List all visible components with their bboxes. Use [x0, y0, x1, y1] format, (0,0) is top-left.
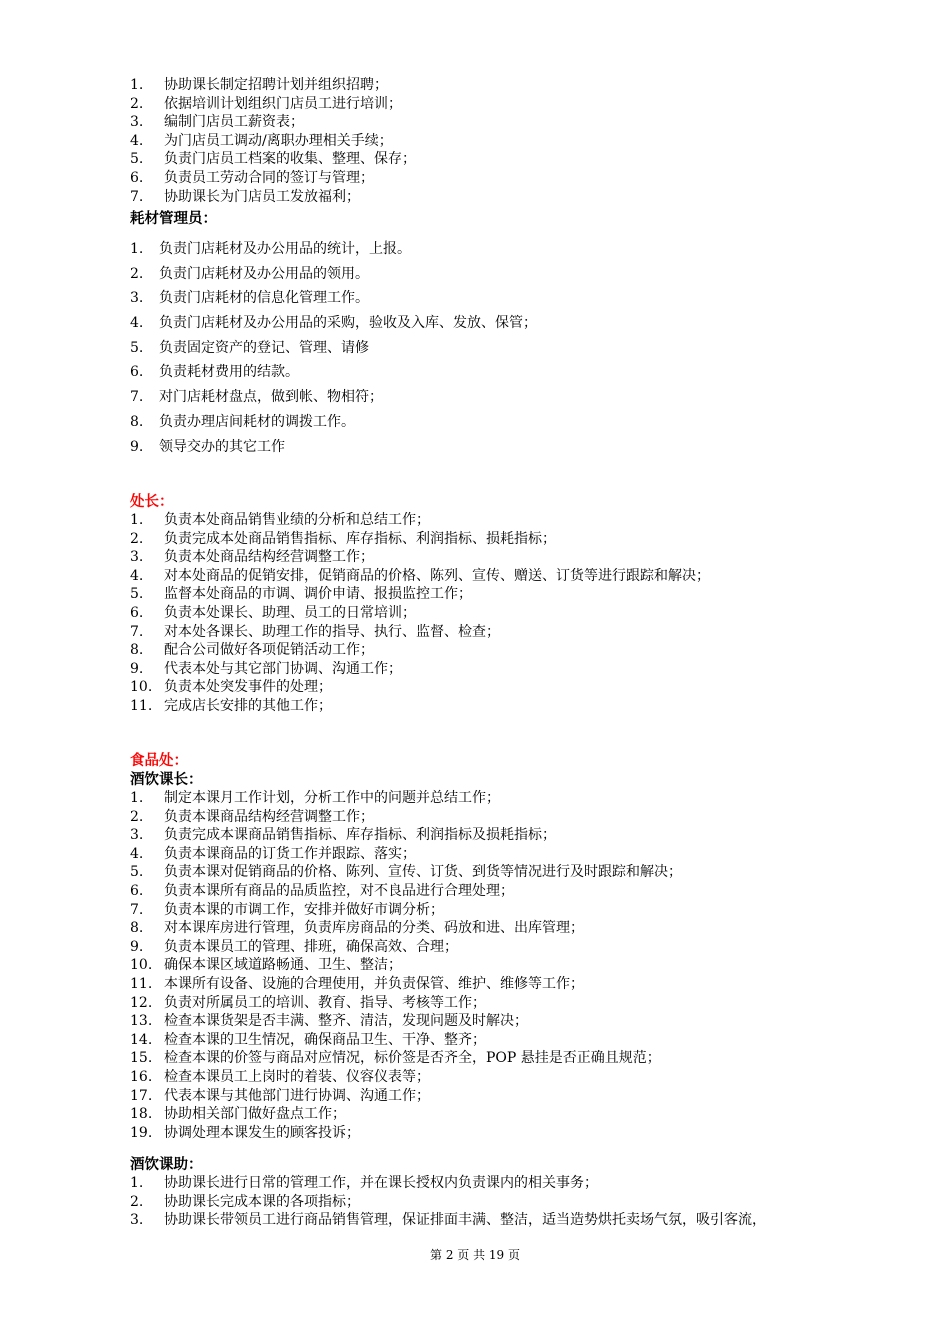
list-item [130, 1049, 830, 1068]
list-item-number: 9. [130, 938, 144, 955]
list-item-text: 协助相关部门做好盘点工作； [164, 1106, 346, 1123]
list-item [130, 1124, 830, 1143]
list-item-text: 协助课长制定招聘计划并组织招聘； [164, 77, 388, 93]
list-item [130, 1087, 830, 1106]
hr-duties-section [130, 76, 830, 206]
list-item-text: 负责门店耗材及办公用品的领用。 [159, 265, 369, 282]
list-item-text: 为门店员工调动/离职办理相关手续； [164, 132, 393, 149]
list-item [130, 863, 830, 882]
list-item-number: 12. [130, 994, 153, 1011]
list-item-number: 13. [130, 1013, 153, 1030]
list-item-number: 1. [130, 241, 144, 257]
list-item [130, 956, 830, 975]
list-item-number: 4. [130, 567, 144, 584]
list-item-number: 1. [130, 790, 144, 806]
list-item-text: 确保本课区域道路畅通、卫生、整洁； [164, 957, 402, 974]
hr-duties-list [130, 76, 830, 206]
list-item [130, 169, 830, 188]
list-item [130, 1174, 830, 1193]
list-item-number: 5. [130, 864, 144, 881]
list-item [130, 604, 830, 623]
list-item-text: 负责门店耗材及办公用品的采购，验收及入库、发放、保管； [159, 315, 537, 332]
list-item-number: 9. [130, 438, 144, 455]
list-item-text: 负责门店耗材的信息化管理工作。 [159, 290, 369, 307]
list-item [130, 660, 830, 679]
list-item-number: 18. [130, 1106, 153, 1123]
list-item-text: 协助课长完成本课的各项指标； [164, 1193, 360, 1210]
consumables-duties-list [130, 237, 830, 459]
list-item [130, 585, 830, 604]
list-item [130, 132, 830, 151]
list-item-number: 5. [130, 339, 144, 356]
list-item-number: 10. [130, 679, 153, 696]
list-item-number: 2. [130, 95, 144, 112]
list-item [130, 678, 830, 697]
list-item-text: 负责本课所有商品的品质监控，对不良品进行合理处理； [164, 882, 514, 899]
list-item-number: 7. [130, 901, 144, 918]
list-item [130, 1105, 830, 1124]
food-division-section [130, 751, 830, 1142]
list-item-number: 3. [130, 114, 144, 131]
list-item [130, 410, 830, 435]
list-item-text: 本课所有设备、设施的合理使用，并负责保管、维护、维修等工作； [164, 975, 584, 992]
division-head-duties-list [130, 511, 830, 716]
list-item-number: 2. [130, 808, 144, 825]
list-item-number: 2. [130, 265, 144, 282]
list-item-number: 8. [130, 920, 144, 937]
list-item-number: 15. [130, 1050, 153, 1067]
list-item-text: 负责本处商品结构经营调整工作； [164, 549, 374, 566]
list-item-text: 负责本处课长、助理、员工的日常培训； [164, 604, 416, 621]
list-item-text: 负责本处商品销售业绩的分析和总结工作； [164, 512, 430, 528]
list-item-text: 协助课长带领员工进行商品销售管理，保证排面丰满、整洁，适当造势烘托卖场气氛，吸引客流， [164, 1212, 766, 1229]
list-item [130, 286, 830, 311]
list-item-text: 编制门店员工薪资表； [164, 114, 304, 131]
list-item-text: 依据培训计划组织门店员工进行培训； [164, 95, 402, 112]
list-item-number: 7. [130, 389, 144, 406]
list-item-number: 14. [130, 1031, 153, 1048]
list-item [130, 975, 830, 994]
page-footer: 第 2 页 共 19 页 [430, 1248, 520, 1262]
list-item-number: 3. [130, 549, 144, 566]
list-item [130, 336, 830, 361]
list-item [130, 150, 830, 169]
beverage-manager-heading: 酒饮课长： [130, 771, 203, 788]
list-item-number: 5. [130, 151, 144, 168]
list-item-text: 代表本处与其它部门协调、沟通工作； [164, 660, 402, 677]
consumables-section [130, 209, 830, 459]
list-item-text: 负责本课的市调工作，安排并做好市调分析； [164, 901, 444, 918]
list-item-text: 检查本课员工上岗时的着装、仪容仪表等； [164, 1068, 430, 1085]
list-item [130, 938, 830, 957]
list-item [130, 789, 830, 808]
list-item-text: 制定本课月工作计划，分析工作中的问题并总结工作； [164, 790, 500, 806]
beverage-assistant-duties-list [130, 1174, 830, 1230]
list-item-number: 6. [130, 364, 144, 381]
list-item-text: 对本处各课长、助理工作的指导、执行、监督、检查； [164, 623, 500, 640]
list-item-text: 协助课长为门店员工发放福利； [164, 188, 360, 205]
list-item [130, 530, 830, 549]
list-item-number: 9. [130, 660, 144, 677]
list-item-text: 对门店耗材盘点，做到帐、物相符； [159, 389, 383, 406]
list-item [130, 697, 830, 716]
list-item-text: 负责耗材费用的结款。 [159, 364, 299, 381]
list-item [130, 845, 830, 864]
list-item-text: 协助课长进行日常的管理工作，并在课长授权内负责课内的相关事务； [164, 1175, 598, 1191]
list-item [130, 360, 830, 385]
list-item [130, 435, 830, 460]
list-item-text: 负责门店员工档案的收集、整理、保存； [164, 151, 416, 168]
list-item [130, 641, 830, 660]
list-item [130, 262, 830, 287]
list-item-number: 4. [130, 845, 144, 862]
list-item [130, 1193, 830, 1212]
list-item-text: 协调处理本课发生的顾客投诉； [164, 1124, 360, 1141]
list-item-number: 7. [130, 623, 144, 640]
list-item [130, 548, 830, 567]
list-item [130, 567, 830, 586]
list-item [130, 1211, 830, 1230]
list-item-text: 代表本课与其他部门进行协调、沟通工作； [164, 1087, 430, 1104]
list-item-text: 配合公司做好各项促销活动工作； [164, 642, 374, 659]
list-item-text: 负责本课商品的订货工作并跟踪、落实； [164, 845, 416, 862]
list-item [130, 826, 830, 845]
list-item-text: 检查本课货架是否丰满、整齐、清洁，发现问题及时解决； [164, 1013, 528, 1030]
list-item-number: 1. [130, 77, 144, 93]
list-item-text: 负责员工劳动合同的签订与管理； [164, 169, 374, 186]
list-item-text: 负责本处突发事件的处理； [164, 679, 332, 696]
list-item-number: 7. [130, 188, 144, 205]
list-item-text: 负责完成本处商品销售指标、库存指标、利润指标、损耗指标； [164, 530, 556, 547]
list-item-number: 1. [130, 1175, 144, 1191]
food-division-heading: 食品处： [130, 752, 188, 769]
list-item [130, 808, 830, 827]
list-item-text: 检查本课的卫生情况，确保商品卫生、干净、整齐； [164, 1031, 486, 1048]
list-item-text: 负责办理店间耗材的调拨工作。 [159, 413, 355, 430]
list-item-number: 6. [130, 882, 144, 899]
division-head-heading: 处长： [130, 493, 174, 510]
list-item-number: 6. [130, 169, 144, 186]
list-item [130, 1068, 830, 1087]
list-item-text: 负责固定资产的登记、管理、请修 [159, 339, 369, 356]
list-item-number: 16. [130, 1068, 153, 1085]
list-item-text: 负责门店耗材及办公用品的统计，上报。 [159, 241, 411, 257]
list-item-number: 19. [130, 1124, 153, 1141]
division-head-section [130, 492, 830, 716]
list-item [130, 1031, 830, 1050]
list-item-number: 5. [130, 586, 144, 603]
list-item-text: 负责完成本课商品销售指标、库存指标、利润指标及损耗指标； [164, 827, 556, 844]
list-item-text: 领导交办的其它工作 [159, 438, 285, 455]
list-item-number: 4. [130, 315, 144, 332]
list-item [130, 623, 830, 642]
list-item [130, 1012, 830, 1031]
list-item [130, 188, 830, 207]
list-item-text: 负责本课商品结构经营调整工作； [164, 808, 374, 825]
list-item [130, 237, 830, 262]
list-item-text: 监督本处商品的市调、调价申请、报损监控工作； [164, 586, 472, 603]
list-item-text: 检查本课的价签与商品对应情况，标价签是否齐全，POP 悬挂是否正确且规范； [164, 1050, 661, 1067]
list-item [130, 311, 830, 336]
list-item-number: 8. [130, 642, 144, 659]
list-item-number: 8. [130, 413, 144, 430]
list-item-number: 4. [130, 132, 144, 149]
list-item [130, 95, 830, 114]
list-item-number: 3. [130, 827, 144, 844]
list-item [130, 385, 830, 410]
list-item-text: 负责本课对促销商品的价格、陈列、宣传、订货、到货等情况进行及时跟踪和解决； [164, 864, 682, 881]
list-item-number: 3. [130, 1212, 144, 1229]
list-item [130, 994, 830, 1013]
list-item [130, 113, 830, 132]
list-item-text: 负责本课员工的管理、排班，确保高效、合理； [164, 938, 458, 955]
list-item-number: 17. [130, 1087, 153, 1104]
list-item-text: 完成店长安排的其他工作； [164, 697, 332, 714]
consumables-heading: 耗材管理员： [130, 210, 217, 227]
list-item-text: 负责对所属员工的培训、教育、指导、考核等工作； [164, 994, 486, 1011]
list-item-number: 11. [130, 975, 153, 992]
beverage-assistant-heading: 酒饮课助： [130, 1156, 203, 1173]
list-item-text: 对本课库房进行管理，负责库房商品的分类、码放和进、出库管理； [164, 920, 584, 937]
list-item-number: 6. [130, 604, 144, 621]
beverage-assistant-section [130, 1155, 830, 1230]
list-item [130, 901, 830, 920]
beverage-manager-duties-list [130, 789, 830, 1142]
list-item-number: 11. [130, 697, 153, 714]
list-item [130, 882, 830, 901]
list-item [130, 511, 830, 530]
list-item [130, 919, 830, 938]
list-item-number: 3. [130, 290, 144, 307]
list-item-number: 1. [130, 512, 144, 528]
list-item-number: 2. [130, 1193, 144, 1210]
list-item-text: 对本处商品的促销安排，促销商品的价格、陈列、宣传、赠送、订货等进行跟踪和解决； [164, 567, 710, 584]
list-item-number: 2. [130, 530, 144, 547]
list-item-number: 10. [130, 957, 153, 974]
list-item [130, 76, 830, 95]
